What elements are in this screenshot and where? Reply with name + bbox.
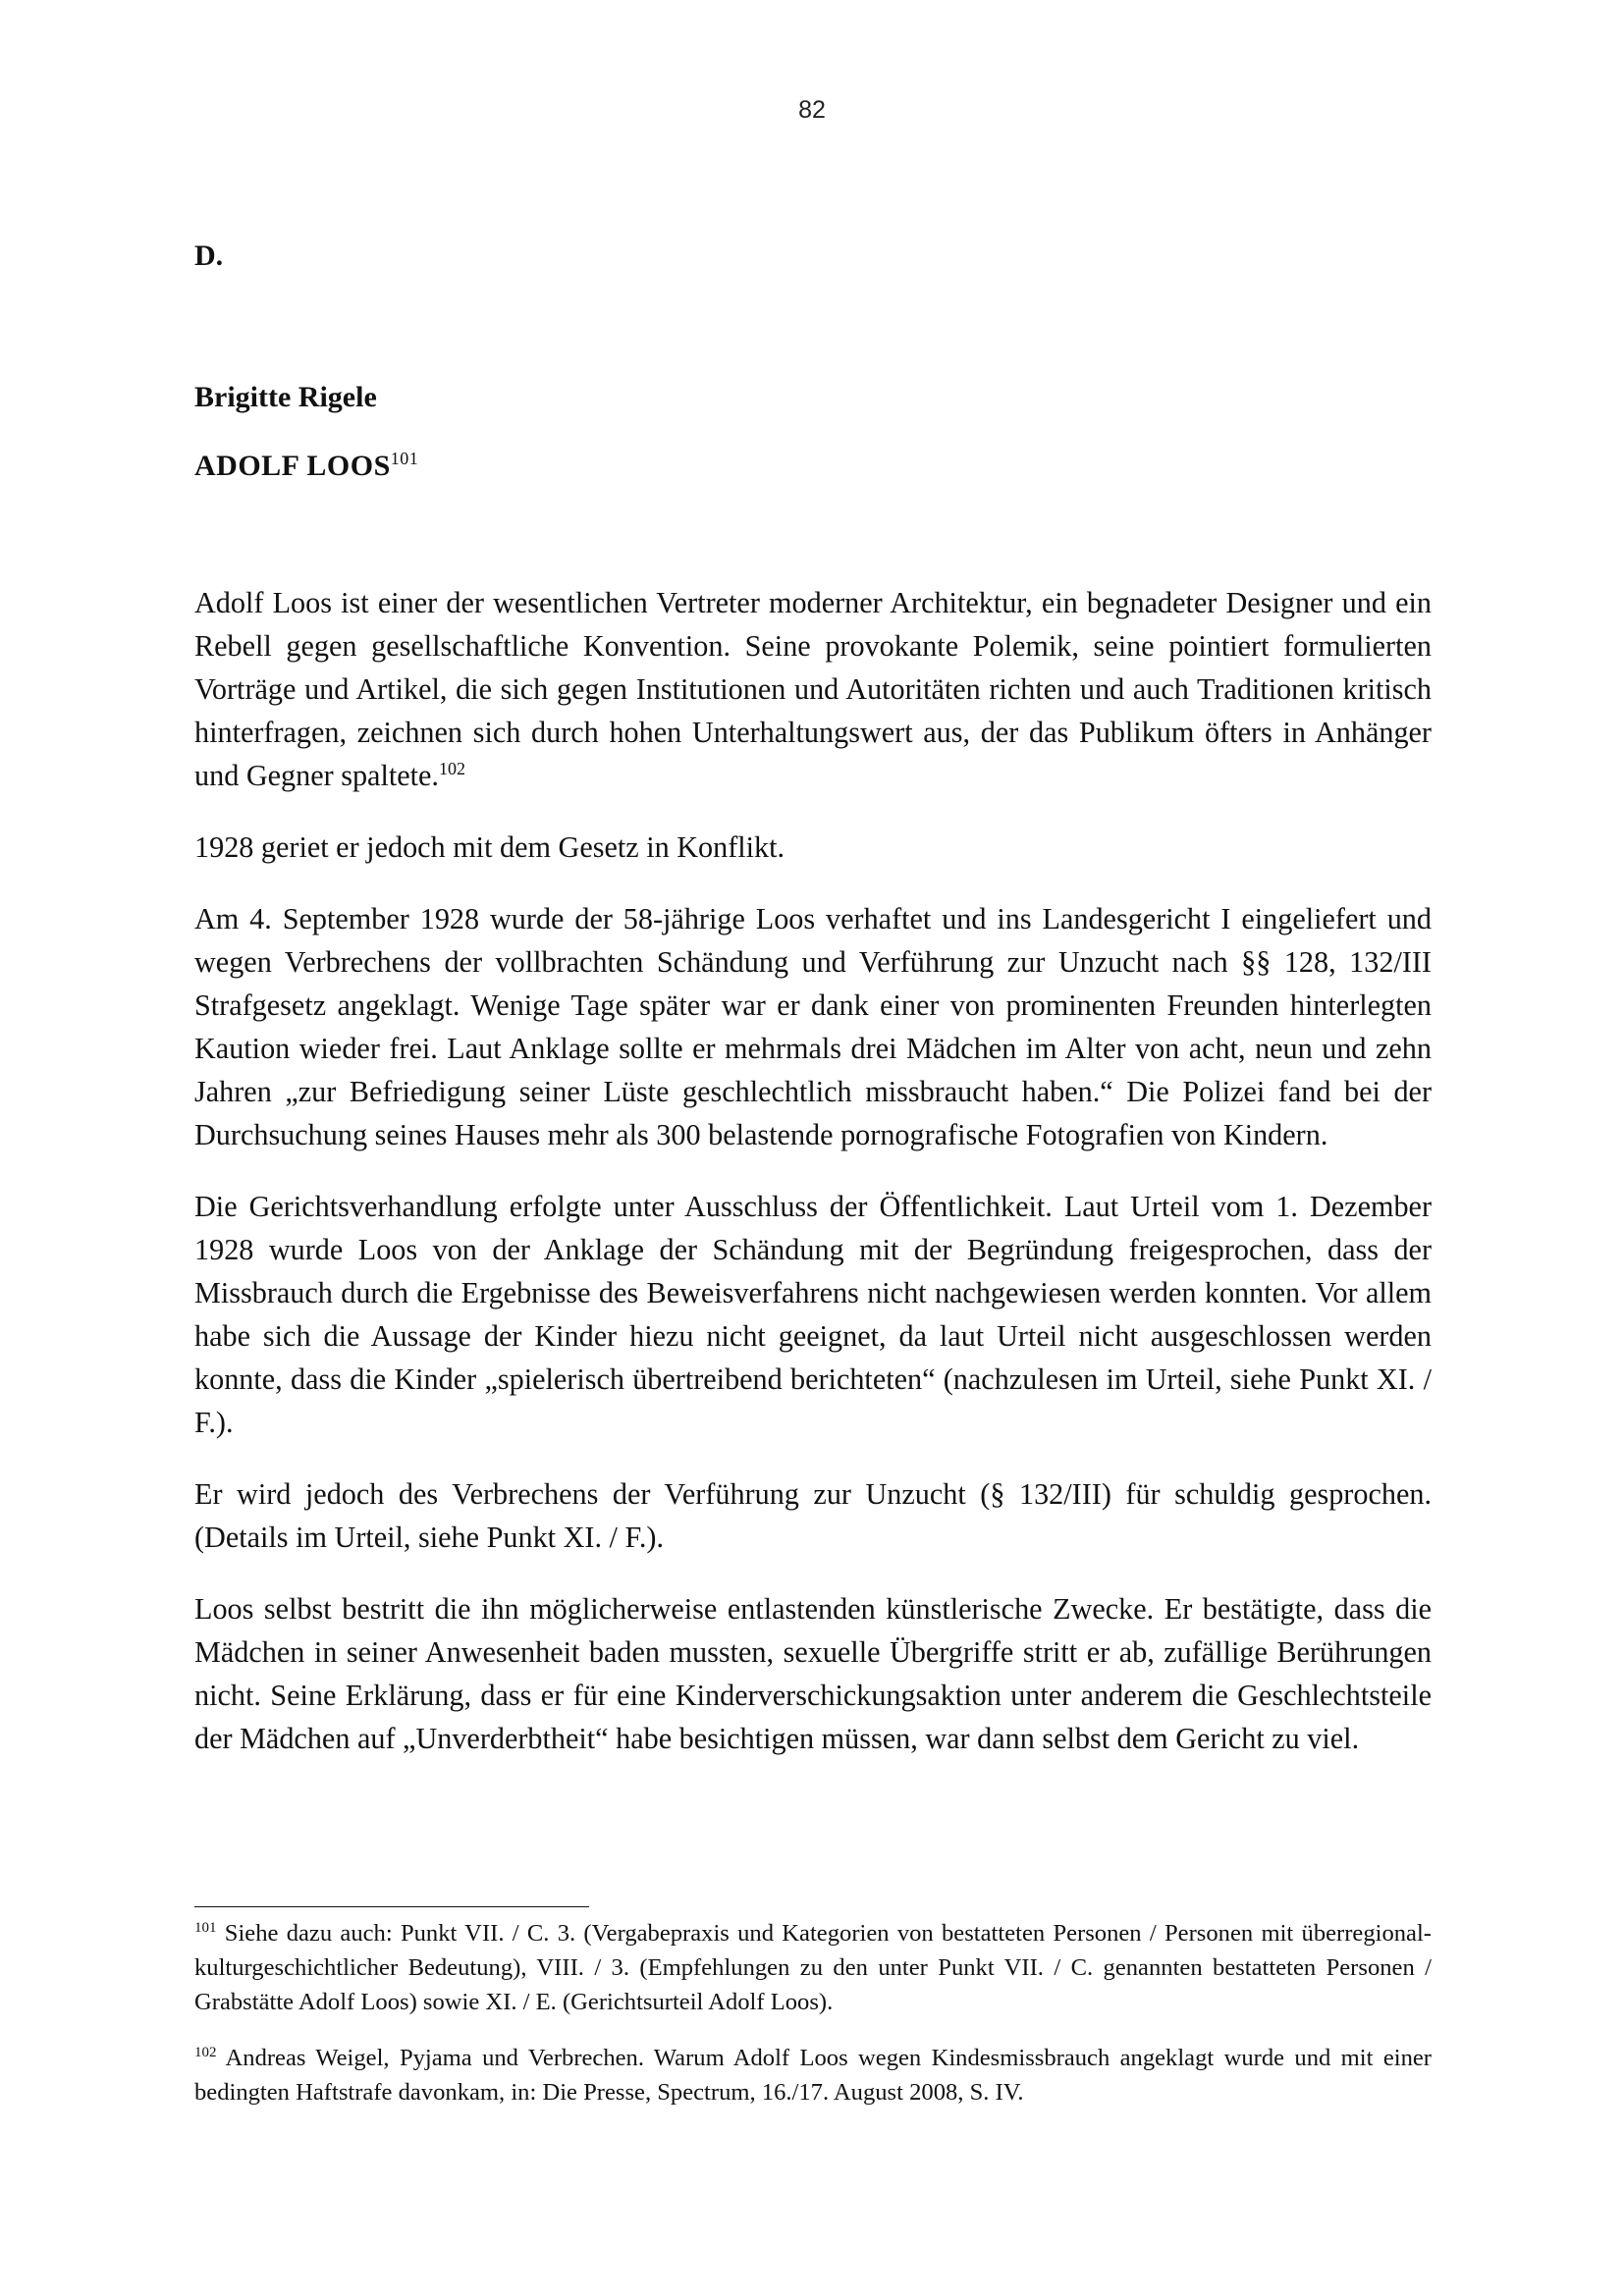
paragraph-1 (194, 581, 1432, 797)
paragraph-6: Loos selbst bestritt die ihn möglicherweise entlastenden künstlerische Zwecke. Er bestätigte, dass die Mädchen in seiner Anwesenheit baden mussten, sexuelle Übergriffe stritt er ab, zufällige Berührungen nicht. Seine Erklärung, dass er für eine Kinderverschickungsaktion unter anderem die Geschlechtsteile der Mädchen auf „Unverderbtheit“ habe besichtigen müssen, war dann selbst dem Gericht zu viel. (194, 1592, 1432, 1755)
page-number: 82 (798, 96, 826, 124)
chapter-title-text: ADOLF LOOS (194, 450, 391, 482)
footnote-marker-101[interactable]: 101 (390, 449, 419, 468)
footnote-102 (194, 2041, 1432, 2109)
paragraph-4: Die Gerichtsverhandlung erfolgte unter Ausschluss der Öffentlichkeit. Laut Urteil vom 1. Dezember 1928 wurde Loos von der Anklage der Schändung mit der Begründung freigesprochen, dass der Missbrauch durch die Ergebnisse des Beweisverfahrens nicht nachgewiesen werden konnten. Vor allem habe sich die Aussage der Kinder hiezu nicht geeignet, da laut Urteil nicht ausgeschlossen werden konnte, dass die Kinder „spielerisch übertreibend berichteten“ (nachzulesen im Urteil, siehe Punkt XI. / F.). (194, 1190, 1432, 1439)
footnote-101 (194, 1916, 1432, 2019)
paragraph-2: 1928 geriet er jedoch mit dem Gesetz in Konflikt. (194, 830, 785, 864)
footnote-text: Andreas Weigel, Pyjama und Verbrechen. Warum Adolf Loos wegen Kindesmissbrauch angeklagt wurde und mit einer bedingten Haftstrafe davonkam, in: Die Presse, Spectrum, 16./17. August 2008, S. IV. (194, 2045, 1432, 2106)
body-text (194, 581, 1432, 1789)
paragraph-1-text: Adolf Loos ist einer der wesentlichen Vertreter moderner Architektur, ein begnadeter Designer und ein Rebell gegen gesellschaftliche Konvention. Seine provokante Polemik, seine pointiert formulierten Vorträge und Artikel, die sich gegen Institutionen und Autoritäten richten und auch Traditionen kritisch hinterfragen, zeichnen sich durch hohen Unterhaltungswert aus, der das Publikum öfters in Anhänger und Gegner spaltete. (194, 586, 1432, 792)
footnotes (194, 1916, 1432, 2131)
chapter-title (194, 450, 418, 483)
footnote-number: 102 (194, 2044, 217, 2060)
footnote-number: 101 (194, 1919, 217, 1936)
section-heading: D. (194, 240, 224, 272)
footnote-text: Siehe dazu auch: Punkt VII. / C. 3. (Vergabepraxis und Kategorien von bestatteten Personen / Personen mit überregional-kulturgeschichtlicher Bedeutung), VIII. / 3. (Empfehlungen zu den unter Punkt VII. / C. genannten bestatteten Personen / Grabstätte Adolf Loos) sowie XI. / E. (Gerichtsurteil Adolf Loos). (194, 1920, 1432, 2015)
footnote-separator (194, 1906, 589, 1907)
paragraph-5: Er wird jedoch des Verbrechens der Verführung zur Unzucht (§ 132/III) für schuldig gesprochen. (Details im Urteil, siehe Punkt XI. / F.). (194, 1477, 1432, 1554)
author-name: Brigitte Rigele (194, 381, 377, 413)
footnote-marker-102[interactable]: 102 (438, 758, 465, 778)
paragraph-3: Am 4. September 1928 wurde der 58-jährige Loos verhaftet und ins Landesgericht I eingeliefert und wegen Verbrechens der vollbrachten Schändung und Verführung zur Unzucht nach §§ 128, 132/III Strafgesetz angeklagt. Wenige Tage später war er dank einer von prominenten Freunden hinterlegten Kaution wieder frei. Laut Anklage sollte er mehrmals drei Mädchen im Alter von acht, neun und zehn Jahren „zur Befriedigung seiner Lüste geschlechtlich missbraucht haben.“ Die Polizei fand bei der Durchsuchung seines Hauses mehr als 300 belastende pornografische Fotografien von Kindern. (194, 902, 1432, 1151)
